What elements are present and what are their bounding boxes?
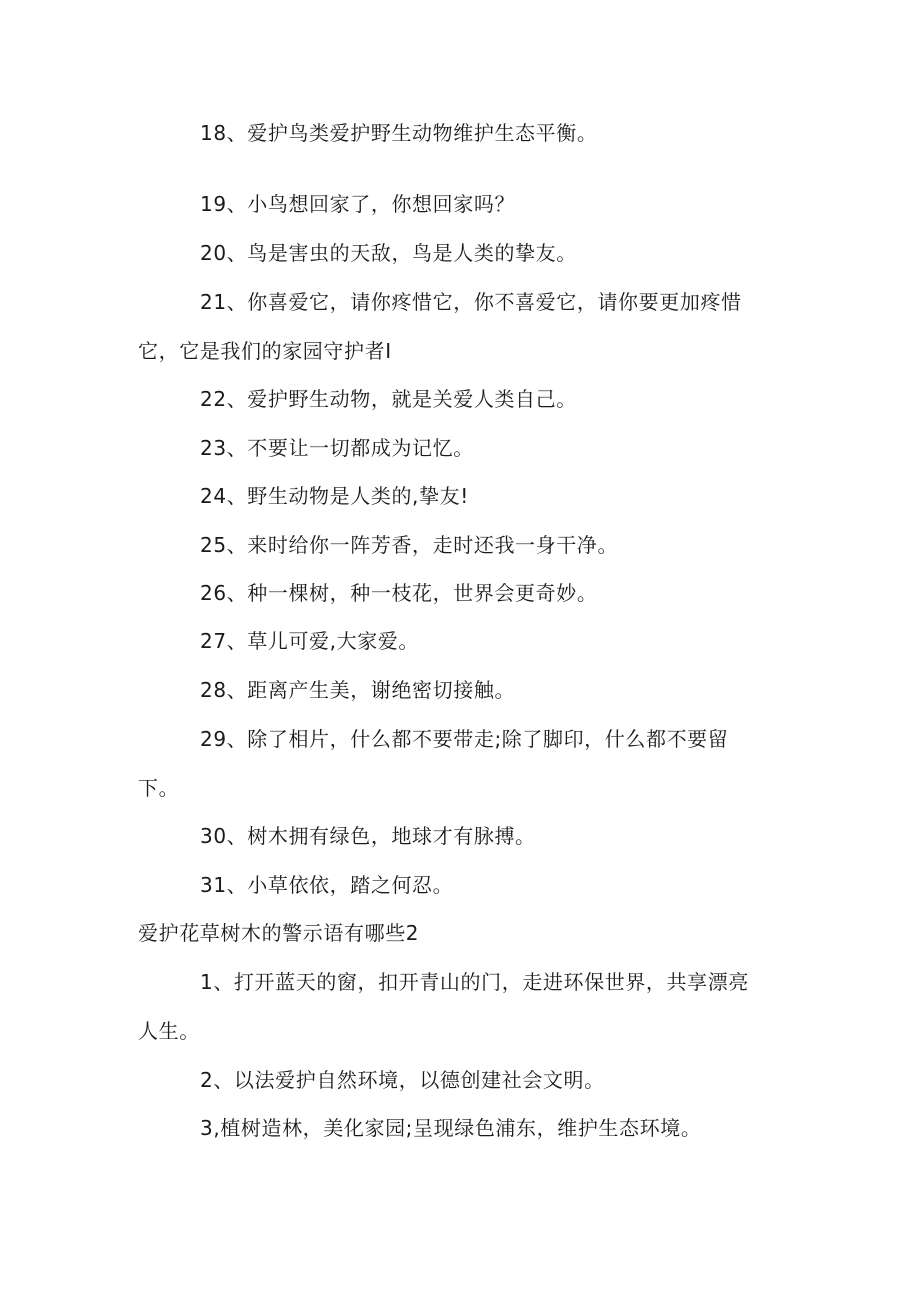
slogan-23: 23、不要让一切都成为记忆。 — [200, 436, 474, 460]
slogan-29-continued: 下。 — [138, 776, 180, 800]
slogan-26: 26、种一棵树，种一枝花，世界会更奇妙。 — [200, 581, 598, 605]
slogan-22: 22、爱护野生动物，就是关爱人类自己。 — [200, 387, 577, 411]
slogan-18: 18、爱护鸟类爱护野生动物维护生态平衡。 — [200, 121, 598, 145]
slogan-2-3: 3,植树造林，美化家园;呈现绿色浦东，维护生态环境。 — [200, 1116, 702, 1140]
slogan-29: 29、除了相片，什么都不要带走;除了脚印，什么都不要留 — [200, 727, 729, 751]
slogan-2-2: 2、以法爱护自然环境，以德创建社会文明。 — [200, 1068, 605, 1092]
slogan-28: 28、距离产生美，谢绝密切接触。 — [200, 678, 516, 702]
slogan-24: 24、野生动物是人类的,挚友! — [200, 484, 469, 508]
slogan-27: 27、草儿可爱,大家爱。 — [200, 629, 420, 653]
slogan-2-1-continued: 人生。 — [138, 1019, 200, 1043]
slogan-21: 21、你喜爱它，请你疼惜它，你不喜爱它，请你要更加疼惜 — [200, 290, 742, 314]
slogan-25: 25、来时给你一阵芳香，走时还我一身干净。 — [200, 533, 619, 557]
section-heading: 爱护花草树木的警示语有哪些2 — [138, 921, 420, 945]
slogan-30: 30、树木拥有绿色，地球才有脉搏。 — [200, 824, 536, 848]
slogan-20: 20、鸟是害虫的天敌，鸟是人类的挚友。 — [200, 241, 577, 265]
slogan-31: 31、小草依依，踏之何忍。 — [200, 873, 454, 897]
slogan-19: 19、小鸟想回家了，你想回家吗？ — [200, 192, 516, 216]
slogan-21-continued: 它，它是我们的家园守护者I — [138, 339, 392, 363]
slogan-2-1: 1、打开蓝天的窗，扣开青山的门，走进环保世界，共享漂亮 — [200, 970, 749, 994]
